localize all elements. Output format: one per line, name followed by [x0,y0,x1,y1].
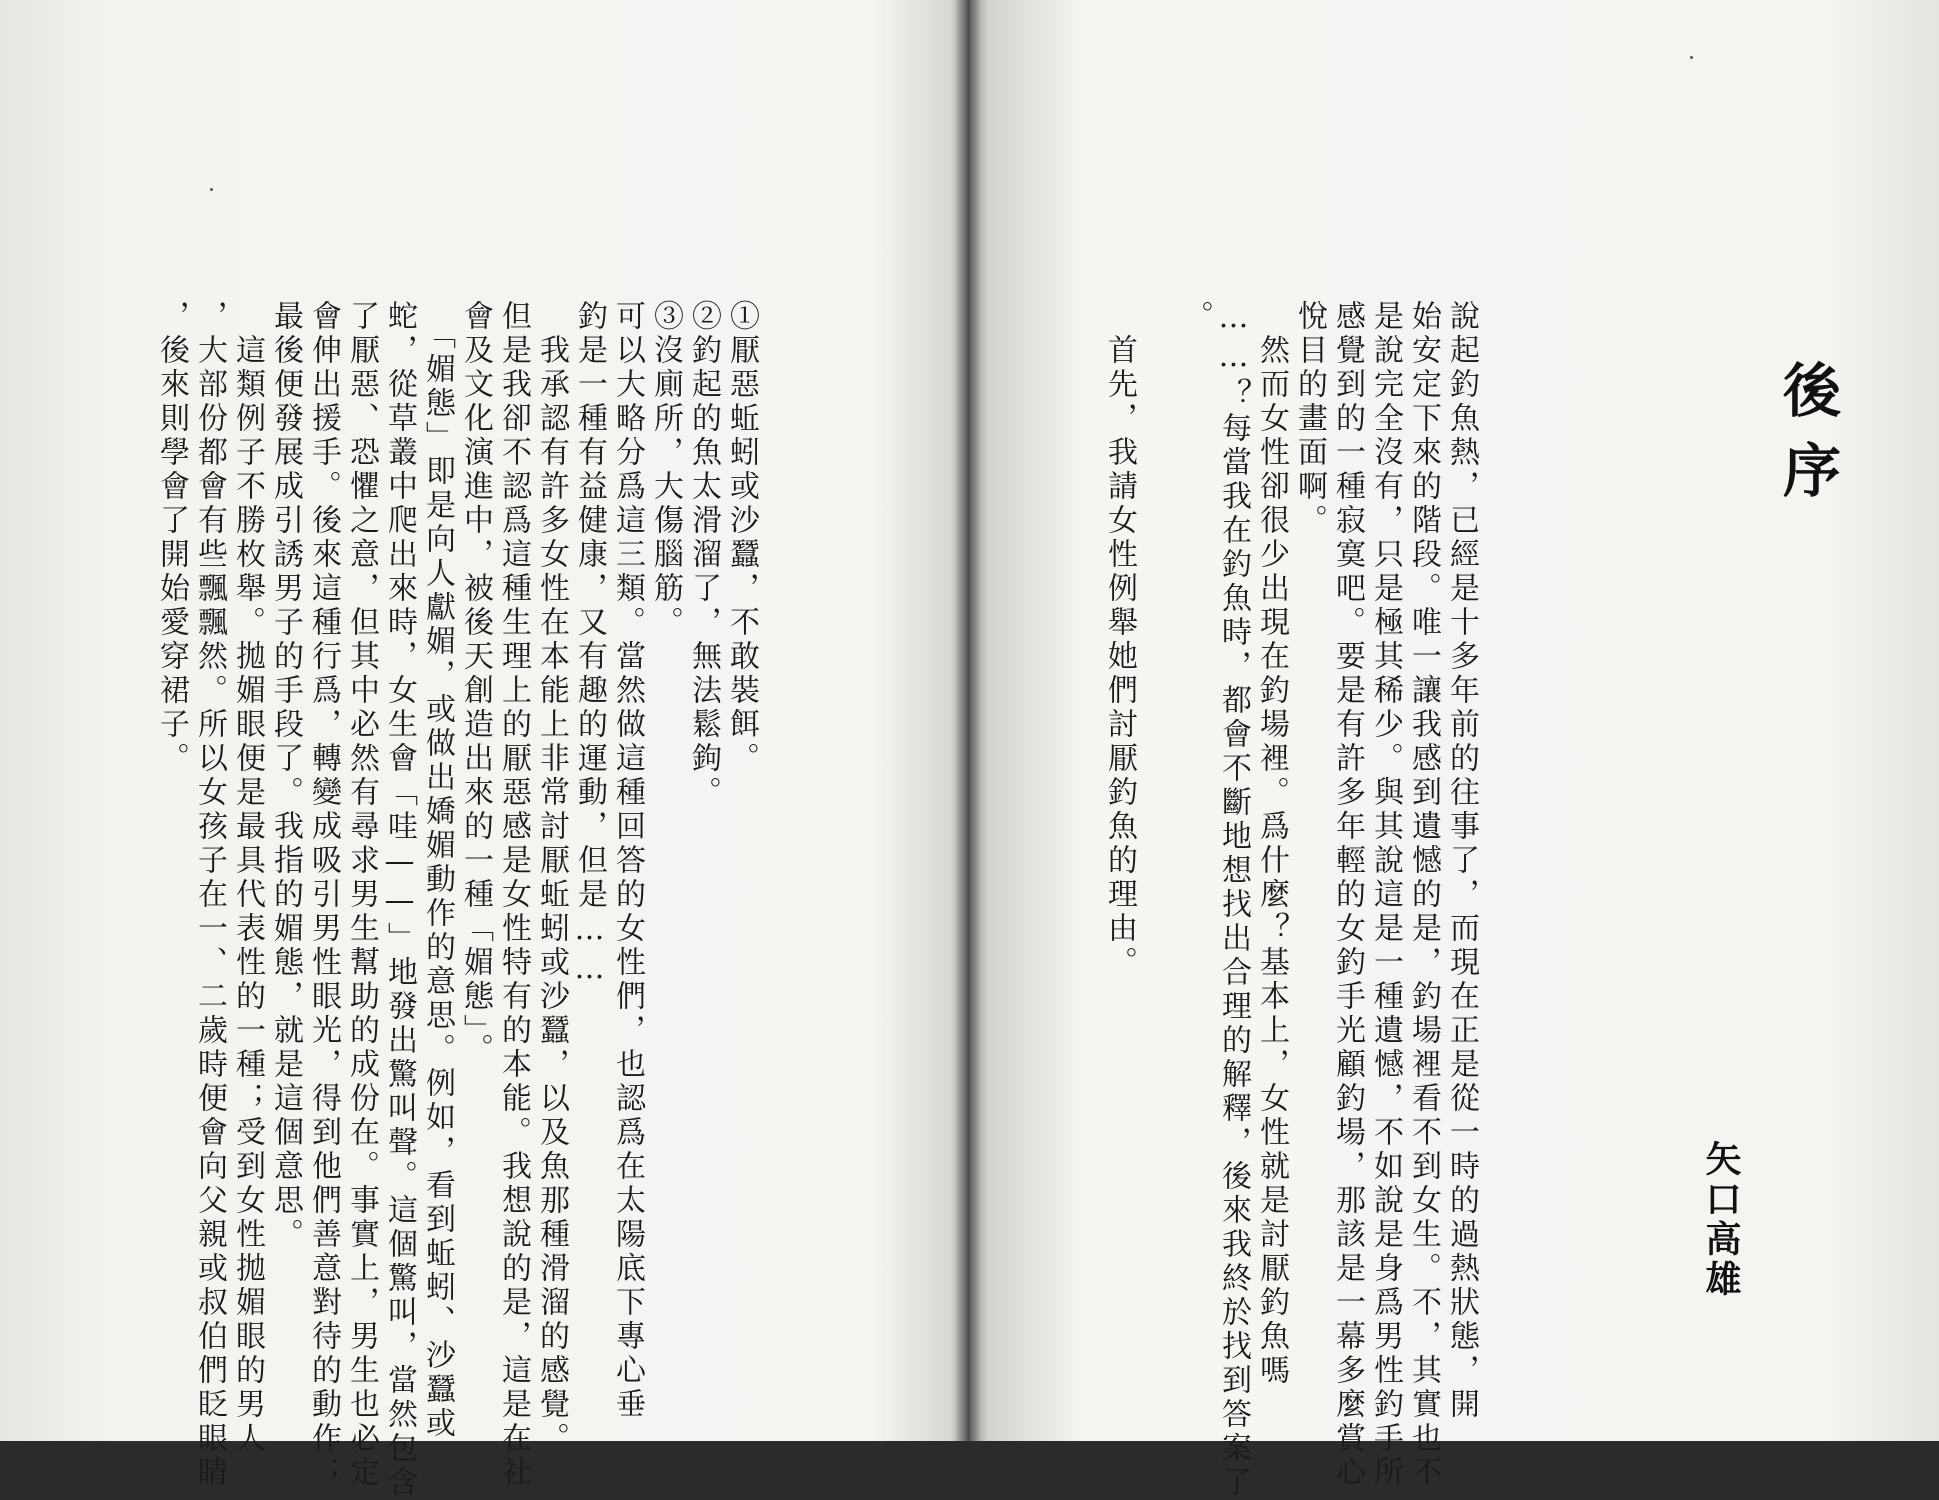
text-column: 但是我卻不認爲這種生理上的厭惡感是女性特有的本能。我想說的是，這是在社 [496,300,531,1490]
text-column: ，後來則學會了開始愛穿裙子。 [154,300,189,776]
left-page-text [130,300,760,1500]
text-column: 釣是一種有益健康，又有趣的運動，但是…… [572,300,607,990]
text-column: 始安定下來的階段。唯一讓我感到遺憾的是，釣場裡看不到女生。不，其實也不 [1406,300,1441,1490]
text-column: ①厭惡蚯蚓或沙蠶，不敢裝餌。 [724,300,759,776]
text-column: 然而女性卻很少出現在釣場裡。爲什麼？基本上，女性就是討厭釣魚嗎 [1254,300,1289,1388]
right-page-text [1060,300,1480,1500]
text-column: 「媚態」即是向人獻媚，或做出嬌媚動作的意思。例如，看到蚯蚓、沙蠶或 [420,300,455,1441]
text-column: 這類例子不勝枚舉。拋媚眼便是最具代表性的一種；受到女性拋媚眼的男人 [230,300,265,1456]
text-column-spacer [1138,300,1176,310]
author-name: 矢口高雄 [1700,1140,1741,1300]
text-column: 說起釣魚熱，已經是十多年前的往事了，而現在正是從一時的過熱狀態，開 [1444,300,1479,1422]
text-column: 蛇，從草叢中爬出來時，女生會「哇——」地發出驚叫聲。這個驚叫，當然包含 [382,300,417,1500]
text-column: 。 [1178,300,1213,334]
left-page [0,0,968,1500]
page-speck [1690,56,1693,59]
text-column: 會及文化演進中，被後天創造出來的一種「媚態」。 [458,300,493,1067]
text-column: 我承認有許多女性在本能上非常討厭蚯蚓或沙蠶，以及魚那種滑溜的感覺。 [534,300,569,1456]
text-column: 悅目的畫面啊。 [1292,300,1327,538]
text-column: 感覺到的一種寂寞吧。要是有許多年輕的女釣手光顧釣場，那該是一幕多麼賞心 [1330,300,1365,1490]
text-column: 最後便發展成引誘男子的手段了。我指的媚態，就是這個意思。 [268,300,303,1252]
text-column: 是說完全沒有，只是極其稀少。與其說這是一種遺憾，不如說是身爲男性釣手所 [1368,300,1403,1490]
text-column: ……？每當我在釣魚時，都會不斷地想找出合理的解釋，後來我終於找到答案了 [1216,300,1251,1500]
text-column: ②釣起的魚太滑溜了，無法鬆鉤。 [686,300,721,810]
text-column: 首先，我請女性例舉她們討厭釣魚的理由。 [1102,300,1137,980]
text-column: ③沒廁所，大傷腦筋。 [648,300,683,640]
text-column: ，大部份都會有些飄飄然。所以女孩子在一、二歲時便會向父親或叔伯們眨眼睛 [192,300,227,1490]
page-title: 後序 [1773,360,1841,520]
text-column: 會伸出援手。後來這種行爲，轉變成吸引男性眼光，得到他們善意對待的動作； [306,300,341,1490]
text-column: 可以大略分爲這三類。當然做這種回答的女性們，也認爲在太陽底下專心垂 [610,300,645,1422]
text-column: 了厭惡、恐懼之意，但其中必然有尋求男生幫助的成份在。事實上，男生也必定 [344,300,379,1490]
page-speck [210,188,213,191]
